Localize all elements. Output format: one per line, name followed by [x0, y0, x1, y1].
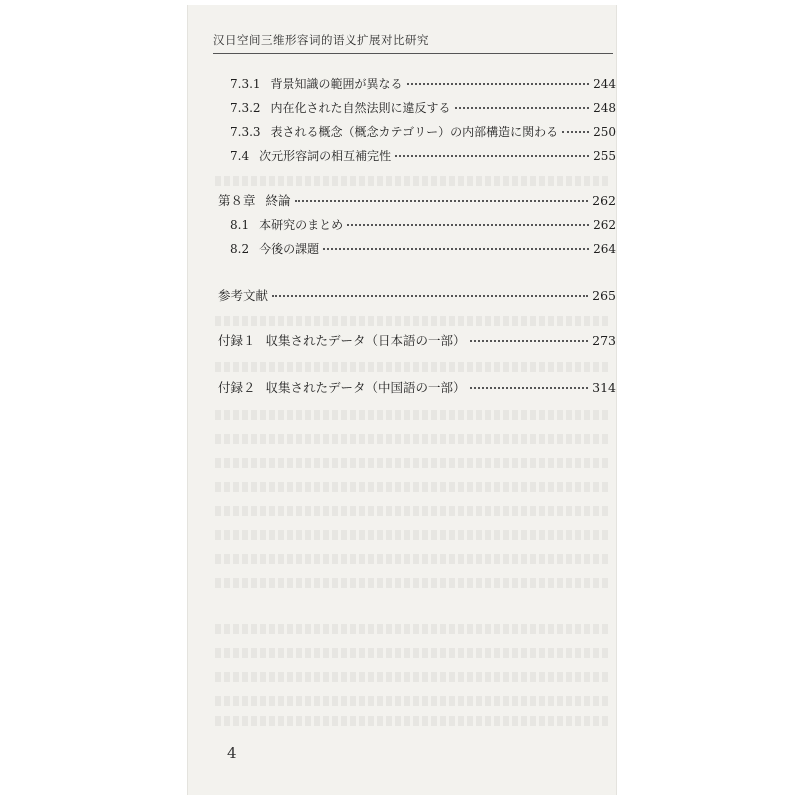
toc-chapter-entry[interactable] — [218, 378, 616, 398]
toc-section-number: 7.3.1 — [230, 77, 261, 91]
show-through-line — [215, 578, 610, 588]
show-through-line — [215, 554, 610, 564]
leader-dots — [407, 83, 590, 85]
toc-page-number: 244 — [593, 77, 616, 91]
toc-appendix-title: 収集されたデータ（中国語の一部） — [265, 380, 466, 395]
toc-section-title: 表される概念（概念カテゴリー）の内部構造に関わる — [270, 125, 559, 139]
toc-appendix-title: 収集されたデータ（日本語の一部） — [265, 333, 466, 348]
show-through-line — [215, 458, 610, 468]
show-through-line — [215, 176, 610, 186]
leader-dots — [347, 224, 589, 226]
show-through-line — [215, 434, 610, 444]
toc-entry[interactable] — [230, 146, 616, 166]
leader-dots — [470, 387, 589, 389]
show-through-line — [215, 410, 610, 420]
leader-dots — [470, 340, 589, 342]
toc-chapter-entry[interactable] — [218, 286, 616, 306]
show-through-line — [215, 696, 610, 706]
toc-references-label: 参考文献 — [218, 288, 269, 303]
toc-page-number: 262 — [593, 218, 616, 232]
toc-section-title: 次元形容詞の相互補完性 — [259, 149, 392, 163]
toc-section-number: 8.1 — [230, 218, 250, 232]
show-through-line — [215, 316, 610, 326]
toc-section-number: 7.3.2 — [230, 101, 261, 115]
toc-appendix-number: 付録２ — [218, 380, 256, 395]
leader-dots — [562, 131, 589, 133]
toc-page-number: 250 — [593, 125, 616, 139]
header-rule — [213, 53, 613, 54]
show-through-line — [215, 716, 610, 726]
show-through-line — [215, 362, 610, 372]
toc-page-number: 265 — [592, 288, 616, 303]
toc-entry[interactable] — [230, 122, 616, 142]
toc-page-number: 255 — [593, 149, 616, 163]
toc-entry[interactable] — [230, 74, 616, 94]
show-through-line — [215, 482, 610, 492]
toc-chapter-title: 終論 — [265, 193, 291, 208]
toc-entry[interactable] — [230, 215, 616, 235]
show-through-line — [215, 672, 610, 682]
toc-page-number: 264 — [593, 242, 616, 256]
toc-section-title: 今後の課題 — [259, 242, 320, 256]
toc-section-title: 背景知識の範囲が異なる — [270, 77, 403, 91]
leader-dots — [272, 295, 588, 297]
toc-page-number: 273 — [592, 333, 616, 348]
running-header: 汉日空间三维形容词的语义扩展对比研究 — [213, 33, 429, 47]
show-through-line — [215, 530, 610, 540]
toc-entry[interactable] — [230, 239, 616, 259]
leader-dots — [295, 200, 589, 202]
toc-section-number: 8.2 — [230, 242, 250, 256]
leader-dots — [455, 107, 590, 109]
toc-chapter-entry[interactable] — [218, 191, 616, 211]
show-through-line — [215, 624, 610, 634]
leader-dots — [395, 155, 589, 157]
toc-page-number: 262 — [592, 193, 616, 208]
show-through-line — [215, 506, 610, 516]
page-number: 4 — [227, 744, 237, 762]
toc-chapter-number: 第８章 — [218, 193, 256, 208]
toc-chapter-entry[interactable] — [218, 331, 616, 351]
toc-page-number: 314 — [592, 380, 616, 395]
show-through-line — [215, 648, 610, 658]
toc-appendix-number: 付録１ — [218, 333, 256, 348]
toc-section-title: 本研究のまとめ — [259, 218, 344, 232]
leader-dots — [323, 248, 589, 250]
toc-entry[interactable] — [230, 98, 616, 118]
toc-section-title: 内在化された自然法則に違反する — [270, 101, 451, 115]
toc-section-number: 7.3.3 — [230, 125, 261, 139]
toc-section-number: 7.4 — [230, 149, 250, 163]
toc-page-number: 248 — [593, 101, 616, 115]
